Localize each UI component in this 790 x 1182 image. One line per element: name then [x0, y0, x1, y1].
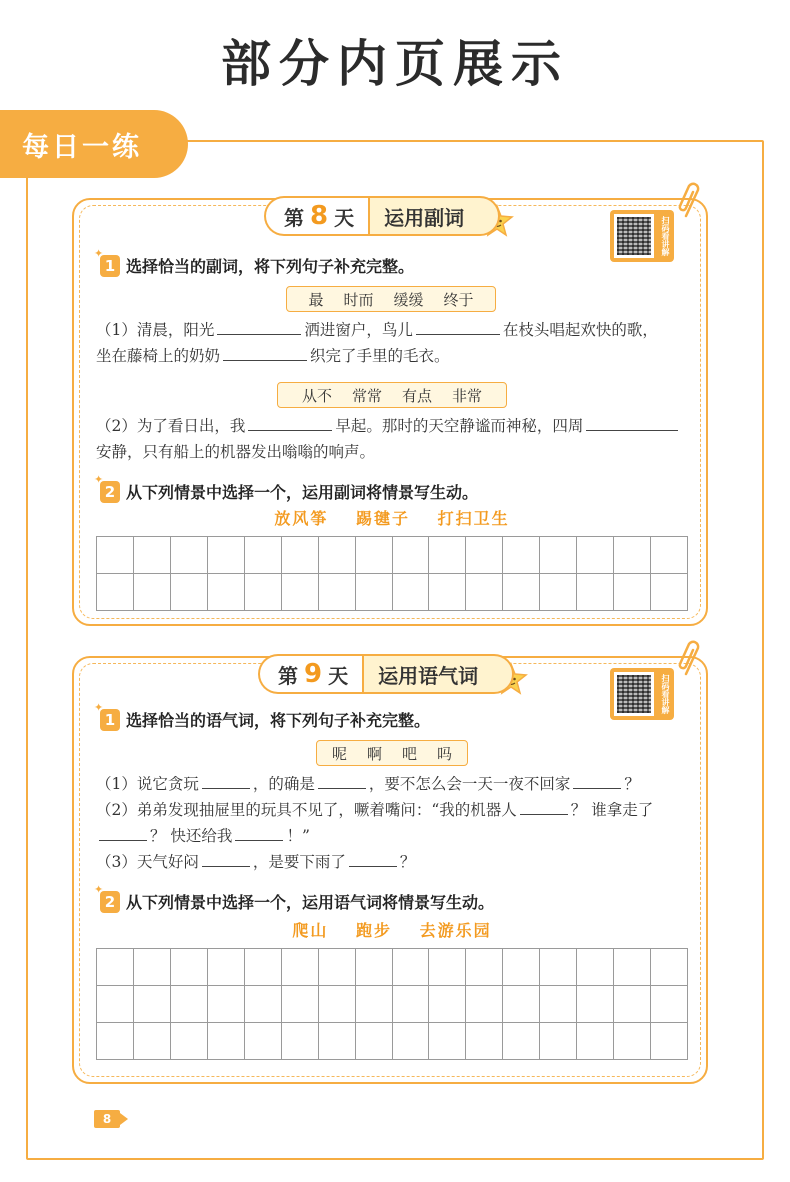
grid-cell[interactable]: [171, 986, 208, 1023]
day-header: [264, 196, 500, 236]
grid-cell[interactable]: [319, 949, 356, 986]
grid-cell[interactable]: [171, 537, 208, 574]
answer-blank[interactable]: [235, 825, 283, 841]
grid-cell[interactable]: [577, 1023, 614, 1060]
grid-cell[interactable]: [429, 949, 466, 986]
grid-cell[interactable]: [614, 949, 651, 986]
sparkle-icon: ✦: [94, 246, 104, 260]
grid-cell[interactable]: [651, 574, 688, 611]
grid-cell[interactable]: [356, 949, 393, 986]
grid-cell[interactable]: [614, 574, 651, 611]
grid-cell[interactable]: [577, 574, 614, 611]
answer-blank[interactable]: [416, 319, 500, 335]
answer-blank[interactable]: [223, 345, 307, 361]
grid-cell[interactable]: [540, 1023, 577, 1060]
grid-cell[interactable]: [134, 1023, 171, 1060]
grid-cell[interactable]: [651, 986, 688, 1023]
paperclip-icon: [678, 640, 704, 680]
grid-cell[interactable]: [503, 537, 540, 574]
word-option: 啊: [366, 744, 382, 763]
answer-blank[interactable]: [520, 799, 568, 815]
grid-cell[interactable]: [282, 949, 319, 986]
day-label: [258, 654, 362, 694]
day-prefix: 第: [278, 663, 298, 688]
word-option: 常常: [351, 386, 382, 405]
grid-cell[interactable]: [319, 537, 356, 574]
question-1-heading: [94, 246, 415, 277]
answer-blank[interactable]: [202, 851, 250, 867]
word-option: 非常: [452, 386, 483, 405]
grid-cell[interactable]: [429, 574, 466, 611]
answer-blank[interactable]: [573, 773, 621, 789]
grid-cell[interactable]: [540, 949, 577, 986]
word-option: 缓缓: [393, 290, 424, 309]
grid-cell[interactable]: [208, 986, 245, 1023]
grid-cell[interactable]: [466, 986, 503, 1023]
grid-cell[interactable]: [97, 537, 134, 574]
day-label: [264, 196, 368, 236]
word-option: 有点: [402, 386, 433, 405]
day-prefix: 第: [284, 205, 304, 230]
grid-cell[interactable]: [393, 949, 430, 986]
grid-cell[interactable]: [429, 986, 466, 1023]
sparkle-icon: ✦: [94, 700, 104, 714]
grid-cell[interactable]: [134, 949, 171, 986]
grid-cell[interactable]: [503, 1023, 540, 1060]
paperclip-icon: [678, 182, 704, 222]
question-instruction: 从下列情景中选择一个，运用语气词将情景写生动。: [126, 893, 495, 912]
grid-cell[interactable]: [503, 949, 540, 986]
scene-option: 爬山: [292, 921, 329, 940]
grid-cell[interactable]: [577, 986, 614, 1023]
grid-cell[interactable]: [245, 949, 282, 986]
word-option: 时而: [343, 290, 374, 309]
grid-cell[interactable]: [577, 537, 614, 574]
grid-cell[interactable]: [282, 1023, 319, 1060]
scene-option: 打扫卫生: [437, 509, 510, 528]
grid-cell[interactable]: [319, 986, 356, 1023]
grid-cell[interactable]: [97, 1023, 134, 1060]
question-number-badge: ✦ 1: [100, 709, 120, 731]
grid-cell[interactable]: [245, 537, 282, 574]
grid-cell[interactable]: [134, 574, 171, 611]
question-number-badge: ✦ 2: [100, 891, 120, 913]
grid-cell[interactable]: [245, 1023, 282, 1060]
writing-grid[interactable]: [96, 536, 688, 611]
scene-option: 跑步: [355, 921, 392, 940]
grid-cell[interactable]: [393, 537, 430, 574]
grid-cell[interactable]: [429, 1023, 466, 1060]
grid-cell[interactable]: [614, 1023, 651, 1060]
scene-option: 放风筝: [274, 509, 329, 528]
grid-cell[interactable]: [503, 986, 540, 1023]
word-box: [277, 382, 507, 408]
grid-cell[interactable]: [614, 986, 651, 1023]
grid-cell[interactable]: [393, 574, 430, 611]
scene-options: [74, 506, 710, 529]
sentence-2-line-2: 安静，只有船上的机器发出嗡嗡的响声。: [96, 443, 376, 461]
grid-cell[interactable]: [319, 1023, 356, 1060]
sentence-2-line-1: （2）为了看日出，我 早起。那时的天空静谧而神秘，四周: [96, 414, 681, 438]
grid-cell[interactable]: [651, 537, 688, 574]
grid-cell[interactable]: [319, 574, 356, 611]
grid-cell[interactable]: [134, 986, 171, 1023]
question-instruction: 选择恰当的副词，将下列句子补充完整。: [126, 257, 415, 276]
grid-cell[interactable]: [651, 1023, 688, 1060]
grid-cell[interactable]: [466, 537, 503, 574]
answer-blank[interactable]: [349, 851, 397, 867]
qr-code-box[interactable]: [610, 668, 674, 720]
scene-option: 去游乐园: [419, 921, 492, 940]
grid-cell[interactable]: [429, 537, 466, 574]
qr-code-box[interactable]: [610, 210, 674, 262]
grid-cell[interactable]: [208, 949, 245, 986]
question-2-heading: [94, 882, 495, 913]
grid-cell[interactable]: [97, 949, 134, 986]
question-instruction: 选择恰当的语气词，将下列句子补充完整。: [126, 711, 431, 730]
day-suffix: 天: [334, 205, 355, 230]
grid-cell[interactable]: [171, 1023, 208, 1060]
question-number-badge: ✦ 2: [100, 481, 120, 503]
day-number: 8: [310, 201, 329, 231]
grid-cell[interactable]: [540, 537, 577, 574]
grid-cell[interactable]: [208, 574, 245, 611]
word-box: [316, 740, 468, 766]
word-option: 吗: [437, 744, 453, 763]
question-1-heading: [94, 700, 431, 731]
answer-blank[interactable]: [202, 773, 250, 789]
page-title: 部分内页展示: [221, 35, 569, 93]
grid-cell[interactable]: [466, 1023, 503, 1060]
sentence-3: （3）天气好闷 ，是要下雨了 ？: [96, 853, 416, 871]
grid-cell[interactable]: [245, 986, 282, 1023]
grid-cell[interactable]: [171, 574, 208, 611]
day-topic: 运用副词: [368, 196, 500, 236]
grid-cell[interactable]: [466, 949, 503, 986]
day-number: 9: [304, 659, 323, 689]
grid-cell[interactable]: [614, 537, 651, 574]
question-number-badge: ✦ 1: [100, 255, 120, 277]
day-card-9: [72, 656, 708, 1084]
word-option: 呢: [331, 744, 347, 763]
answer-blank[interactable]: [217, 319, 301, 335]
grid-cell[interactable]: [503, 574, 540, 611]
grid-cell[interactable]: [97, 574, 134, 611]
sentence-1: （1）说它贪玩 ，的确是 ，要不怎么会一天一夜不回家 ？: [96, 775, 640, 793]
grid-cell[interactable]: [282, 986, 319, 1023]
grid-cell[interactable]: [208, 1023, 245, 1060]
qr-label: 扫码看讲解: [661, 216, 670, 256]
grid-cell[interactable]: [466, 574, 503, 611]
grid-cell[interactable]: [171, 949, 208, 986]
sentence-1-line-1: （1）清晨，阳光 洒进窗户，鸟儿 在枝头唱起欢快的歌，: [96, 321, 658, 339]
scene-option: 踢毽子: [355, 509, 410, 528]
grid-cell[interactable]: [540, 574, 577, 611]
grid-cell[interactable]: [356, 986, 393, 1023]
sparkle-icon: ✦: [94, 882, 104, 896]
question-instruction: 从下列情景中选择一个，运用副词将情景写生动。: [126, 483, 479, 502]
grid-cell[interactable]: [245, 574, 282, 611]
grid-cell[interactable]: [97, 986, 134, 1023]
word-option: 最: [308, 290, 324, 309]
day-card-8: [72, 198, 708, 626]
answer-blank[interactable]: [318, 773, 366, 789]
grid-cell[interactable]: [651, 949, 688, 986]
word-option: 从不: [301, 386, 332, 405]
answer-blank[interactable]: [586, 415, 678, 431]
qr-code: [614, 214, 654, 258]
grid-cell[interactable]: [134, 537, 171, 574]
section-tab: 每日一练: [0, 110, 188, 178]
grid-cell[interactable]: [356, 537, 393, 574]
page-number: 8: [94, 1110, 120, 1128]
day-topic: 运用语气词: [362, 654, 514, 694]
grid-cell[interactable]: [282, 537, 319, 574]
writing-grid[interactable]: [96, 948, 688, 1060]
word-option: 吧: [402, 744, 418, 763]
grid-cell[interactable]: [393, 1023, 430, 1060]
grid-cell[interactable]: [356, 1023, 393, 1060]
grid-cell[interactable]: [356, 574, 393, 611]
word-box: [286, 286, 496, 312]
sentence-1-line-2: 坐在藤椅上的奶奶 织完了手里的毛衣。: [96, 347, 450, 365]
grid-cell[interactable]: [540, 986, 577, 1023]
sentence-2-line-2: ？ 快还给我 ！”: [96, 824, 310, 848]
word-option: 终于: [443, 290, 474, 309]
grid-cell[interactable]: [282, 574, 319, 611]
day-header: [258, 654, 514, 694]
day-suffix: 天: [328, 663, 349, 688]
answer-blank[interactable]: [99, 825, 147, 841]
answer-blank[interactable]: [248, 415, 332, 431]
qr-code: [614, 672, 654, 716]
qr-label: 扫码看讲解: [661, 674, 670, 714]
sparkle-icon: ✦: [94, 472, 104, 486]
sentence-2-line-1: （2）弟弟发现抽屉里的玩具不见了，噘着嘴问：“我的机器人 ？ 谁拿走了: [96, 801, 654, 819]
grid-cell[interactable]: [577, 949, 614, 986]
grid-cell[interactable]: [393, 986, 430, 1023]
scene-options: [74, 918, 710, 941]
grid-cell[interactable]: [208, 537, 245, 574]
question-2-heading: [94, 472, 479, 503]
